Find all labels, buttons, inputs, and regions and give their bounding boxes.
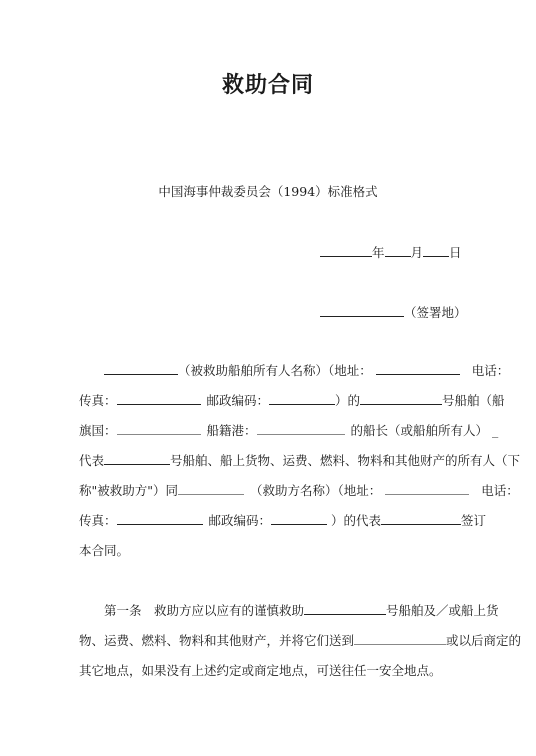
date-line: [320, 243, 462, 261]
flag-state-blank[interactable]: [117, 422, 201, 435]
parties-text-5a: 称"被救助方"）同: [79, 483, 178, 498]
parties-text-3c: 的船长（或船舶所有人）: [350, 423, 489, 438]
signing-place-label: （签署地）: [404, 305, 467, 320]
parties-text-6a: 传真：: [79, 513, 117, 528]
parties-text-6b: 邮政编码：: [208, 513, 272, 528]
parties-text-5c: 电话：: [481, 483, 519, 498]
parties-text-6d: 签订: [461, 513, 487, 528]
article-1-line-2: [79, 631, 521, 649]
ship-name-blank[interactable]: [360, 392, 442, 405]
parties-text-6c: ）的代表: [331, 513, 382, 528]
document-title: 救助合同: [221, 73, 314, 98]
parties-line-4: [79, 451, 520, 469]
salvor-fax-blank[interactable]: [117, 512, 203, 525]
port-registry-blank[interactable]: [257, 422, 345, 435]
article-1-line-1: [104, 601, 499, 619]
year-label: 年: [372, 245, 385, 260]
parties-line-3: [79, 421, 498, 439]
parties-text-3d: _: [492, 423, 499, 438]
salvor-representative-blank[interactable]: [381, 512, 461, 525]
parties-line-2: [79, 391, 505, 409]
day-blank[interactable]: [423, 244, 449, 257]
salvage-ship-blank[interactable]: [304, 602, 386, 615]
parties-text-3b: 船籍港：: [206, 423, 257, 438]
day-label: 日: [449, 245, 462, 260]
salvee-address-blank[interactable]: [376, 362, 460, 375]
parties-line-1: [104, 361, 509, 379]
destination-blank[interactable]: [354, 632, 446, 645]
parties-text-2c: ）的: [335, 393, 361, 408]
parties-text-5b: （救助方名称）（地址：: [250, 483, 382, 498]
parties-text-3a: 旗国：: [79, 423, 117, 438]
month-blank[interactable]: [385, 244, 411, 257]
parties-text-2b: 邮政编码：: [206, 393, 270, 408]
parties-text-1a: （被救助船舶所有人名称）（地址：: [178, 363, 372, 378]
article-1-text-2b: 或以后商定的: [446, 633, 522, 648]
signing-place-line: [320, 303, 467, 321]
signing-place-blank[interactable]: [320, 304, 404, 317]
salvor-address-blank[interactable]: [385, 482, 469, 495]
year-blank[interactable]: [320, 244, 372, 257]
salvee-fax-blank[interactable]: [117, 392, 201, 405]
parties-line-6: [79, 511, 486, 529]
parties-text-4a: 代表: [79, 453, 105, 468]
month-label: 月: [410, 245, 424, 260]
parties-text-1b: 电话：: [471, 363, 510, 378]
article-1-text-1b: 号船舶及／或船上货: [386, 603, 499, 618]
article-1-text-2a: 物、运费、燃料、物料和其他财产，并将它们送到: [79, 633, 355, 648]
document-subtitle: 中国海事仲裁委员会（1994）标准格式: [158, 184, 378, 199]
salvee-postcode-blank[interactable]: [269, 392, 335, 405]
parties-text-2d: 号船舶（船: [442, 393, 505, 408]
parties-line-5: [79, 481, 519, 499]
article-1-line-3: 其它地点，如果没有上述约定或商定地点，可送往任一安全地点。: [79, 663, 442, 678]
represented-ship-blank[interactable]: [104, 452, 170, 465]
salvee-name-blank[interactable]: [104, 362, 178, 375]
salvor-name-blank[interactable]: [178, 482, 244, 495]
parties-text-4b: 号船舶、船上货物、运费、燃料、物料和其他财产的所有人（下: [170, 453, 521, 468]
parties-line-7: 本合同。: [79, 543, 130, 558]
parties-text-2a: 传真：: [79, 393, 117, 408]
article-1-text-1a: 第一条 救助方应以应有的谨慎救助: [104, 603, 305, 618]
salvor-postcode-blank[interactable]: [271, 512, 327, 525]
